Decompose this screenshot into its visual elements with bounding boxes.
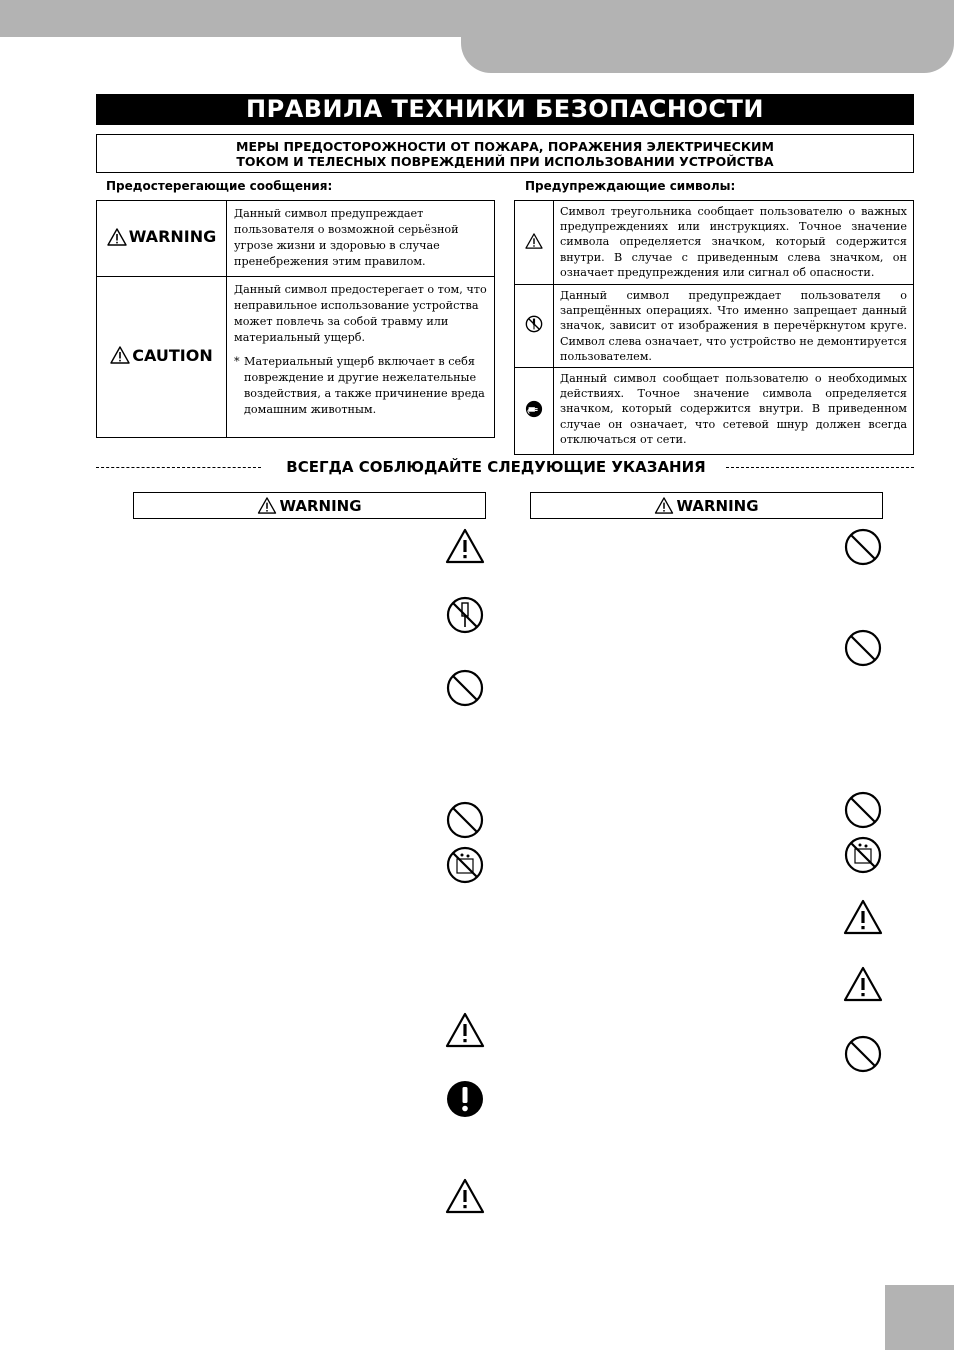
right-warning-header (530, 492, 883, 519)
triangle-warning-icon (843, 966, 883, 1002)
header-tab (461, 0, 954, 73)
caution-label: CAUTION (132, 345, 213, 365)
note-marker: * (234, 355, 240, 368)
triangle-warning-icon (654, 497, 674, 514)
caution-note (234, 354, 487, 418)
prohibited-icon (446, 669, 484, 707)
triangle-warning-icon (525, 233, 543, 249)
symbol-cell (515, 201, 554, 285)
triangle-warning-icon (445, 1178, 485, 1214)
symbol-description: Данный символ предупреждает пользователя о запрещённых операциях. Что именно запрещает данный значок, зависит от изображения в перечёркнутом круге. Символ слева означает, что устройство не демонтируется пользователем. (554, 285, 914, 368)
warning-signal-cell (97, 201, 227, 277)
prohibited-icon (844, 791, 882, 829)
triangle-warning-icon (107, 228, 127, 246)
page-corner-tab (885, 1285, 954, 1350)
left-warning-header (133, 492, 486, 519)
subtitle-line-1: МЕРЫ ПРЕДОСТОРОЖНОСТИ ОТ ПОЖАРА, ПОРАЖЕНИЯ ЭЛЕКТРИЧЕСКИМ (236, 138, 774, 154)
no-disassemble-icon (446, 596, 484, 634)
symbol-cell (515, 368, 554, 455)
triangle-warning-icon (257, 497, 277, 514)
caution-description-cell (227, 277, 495, 438)
triangle-warning-icon (843, 899, 883, 935)
no-water-icon (844, 836, 882, 874)
caution-description: Данный символ предостерегает о том, что неправильное использование устройства может повлечь за собой травму или материальный ущерб. (234, 283, 487, 344)
prohibited-icon (844, 528, 882, 566)
triangle-warning-icon (110, 346, 130, 364)
prohibited-icon (446, 801, 484, 839)
always-follow-divider (96, 457, 914, 477)
left-warning-label: WARNING (279, 496, 362, 515)
triangle-warning-icon (445, 1012, 485, 1048)
warning-symbols-heading: Предупреждающие символы: (525, 179, 736, 193)
symbol-description: Данный символ сообщает пользователю о необходимых действиях. Точное значение символа определяется значком, который содержится внутри. В приведенном случае он означает, что сетевой шнур должен всегда отключаться от сети. (554, 368, 914, 455)
no-water-icon (446, 846, 484, 884)
prohibited-icon (844, 1035, 882, 1073)
prohibited-icon (844, 629, 882, 667)
warning-symbols-table (514, 200, 914, 455)
symbol-cell (515, 285, 554, 368)
no-disassemble-icon (525, 315, 543, 333)
warning-label: WARNING (128, 227, 217, 247)
warning-description: Данный символ предупреждает пользователя о возможной серьёзной угрозе жизни и здоровью в случае пренебрежения этим правилом. (227, 201, 495, 277)
unplug-icon (525, 400, 543, 418)
alert-messages-heading: Предостерегающие сообщения: (106, 179, 333, 193)
caution-signal-cell (97, 277, 227, 438)
alert-messages-table (96, 200, 495, 438)
subtitle-line-2: ТОКОМ И ТЕЛЕСНЫХ ПОВРЕЖДЕНИЙ ПРИ ИСПОЛЬЗОВАНИИ УСТРОЙСТВА (236, 153, 774, 169)
page-subtitle (96, 134, 914, 173)
triangle-warning-icon (445, 528, 485, 564)
dashed-rule (96, 467, 261, 468)
page-title: ПРАВИЛА ТЕХНИКИ БЕЗОПАСНОСТИ (96, 94, 914, 125)
always-follow-heading: ВСЕГДА СОБЛЮДАЙТЕ СЛЕДУЮЩИЕ УКАЗАНИЯ (286, 458, 706, 476)
mandatory-action-icon (446, 1080, 484, 1118)
dashed-rule (726, 467, 914, 468)
symbol-description: Символ треугольника сообщает пользователю о важных предупреждениях или инструкциях. Точное значение символа определяется значком, который содержится внутри. В случае с приведенным слева значком, он означает предупреждения или сигнал об опасности. (554, 201, 914, 285)
right-warning-label: WARNING (676, 496, 759, 515)
caution-note-text: Материальный ущерб включает в себя повреждение и другие нежелательные воздействия, а также причинение вреда домашним животным. (244, 355, 485, 416)
